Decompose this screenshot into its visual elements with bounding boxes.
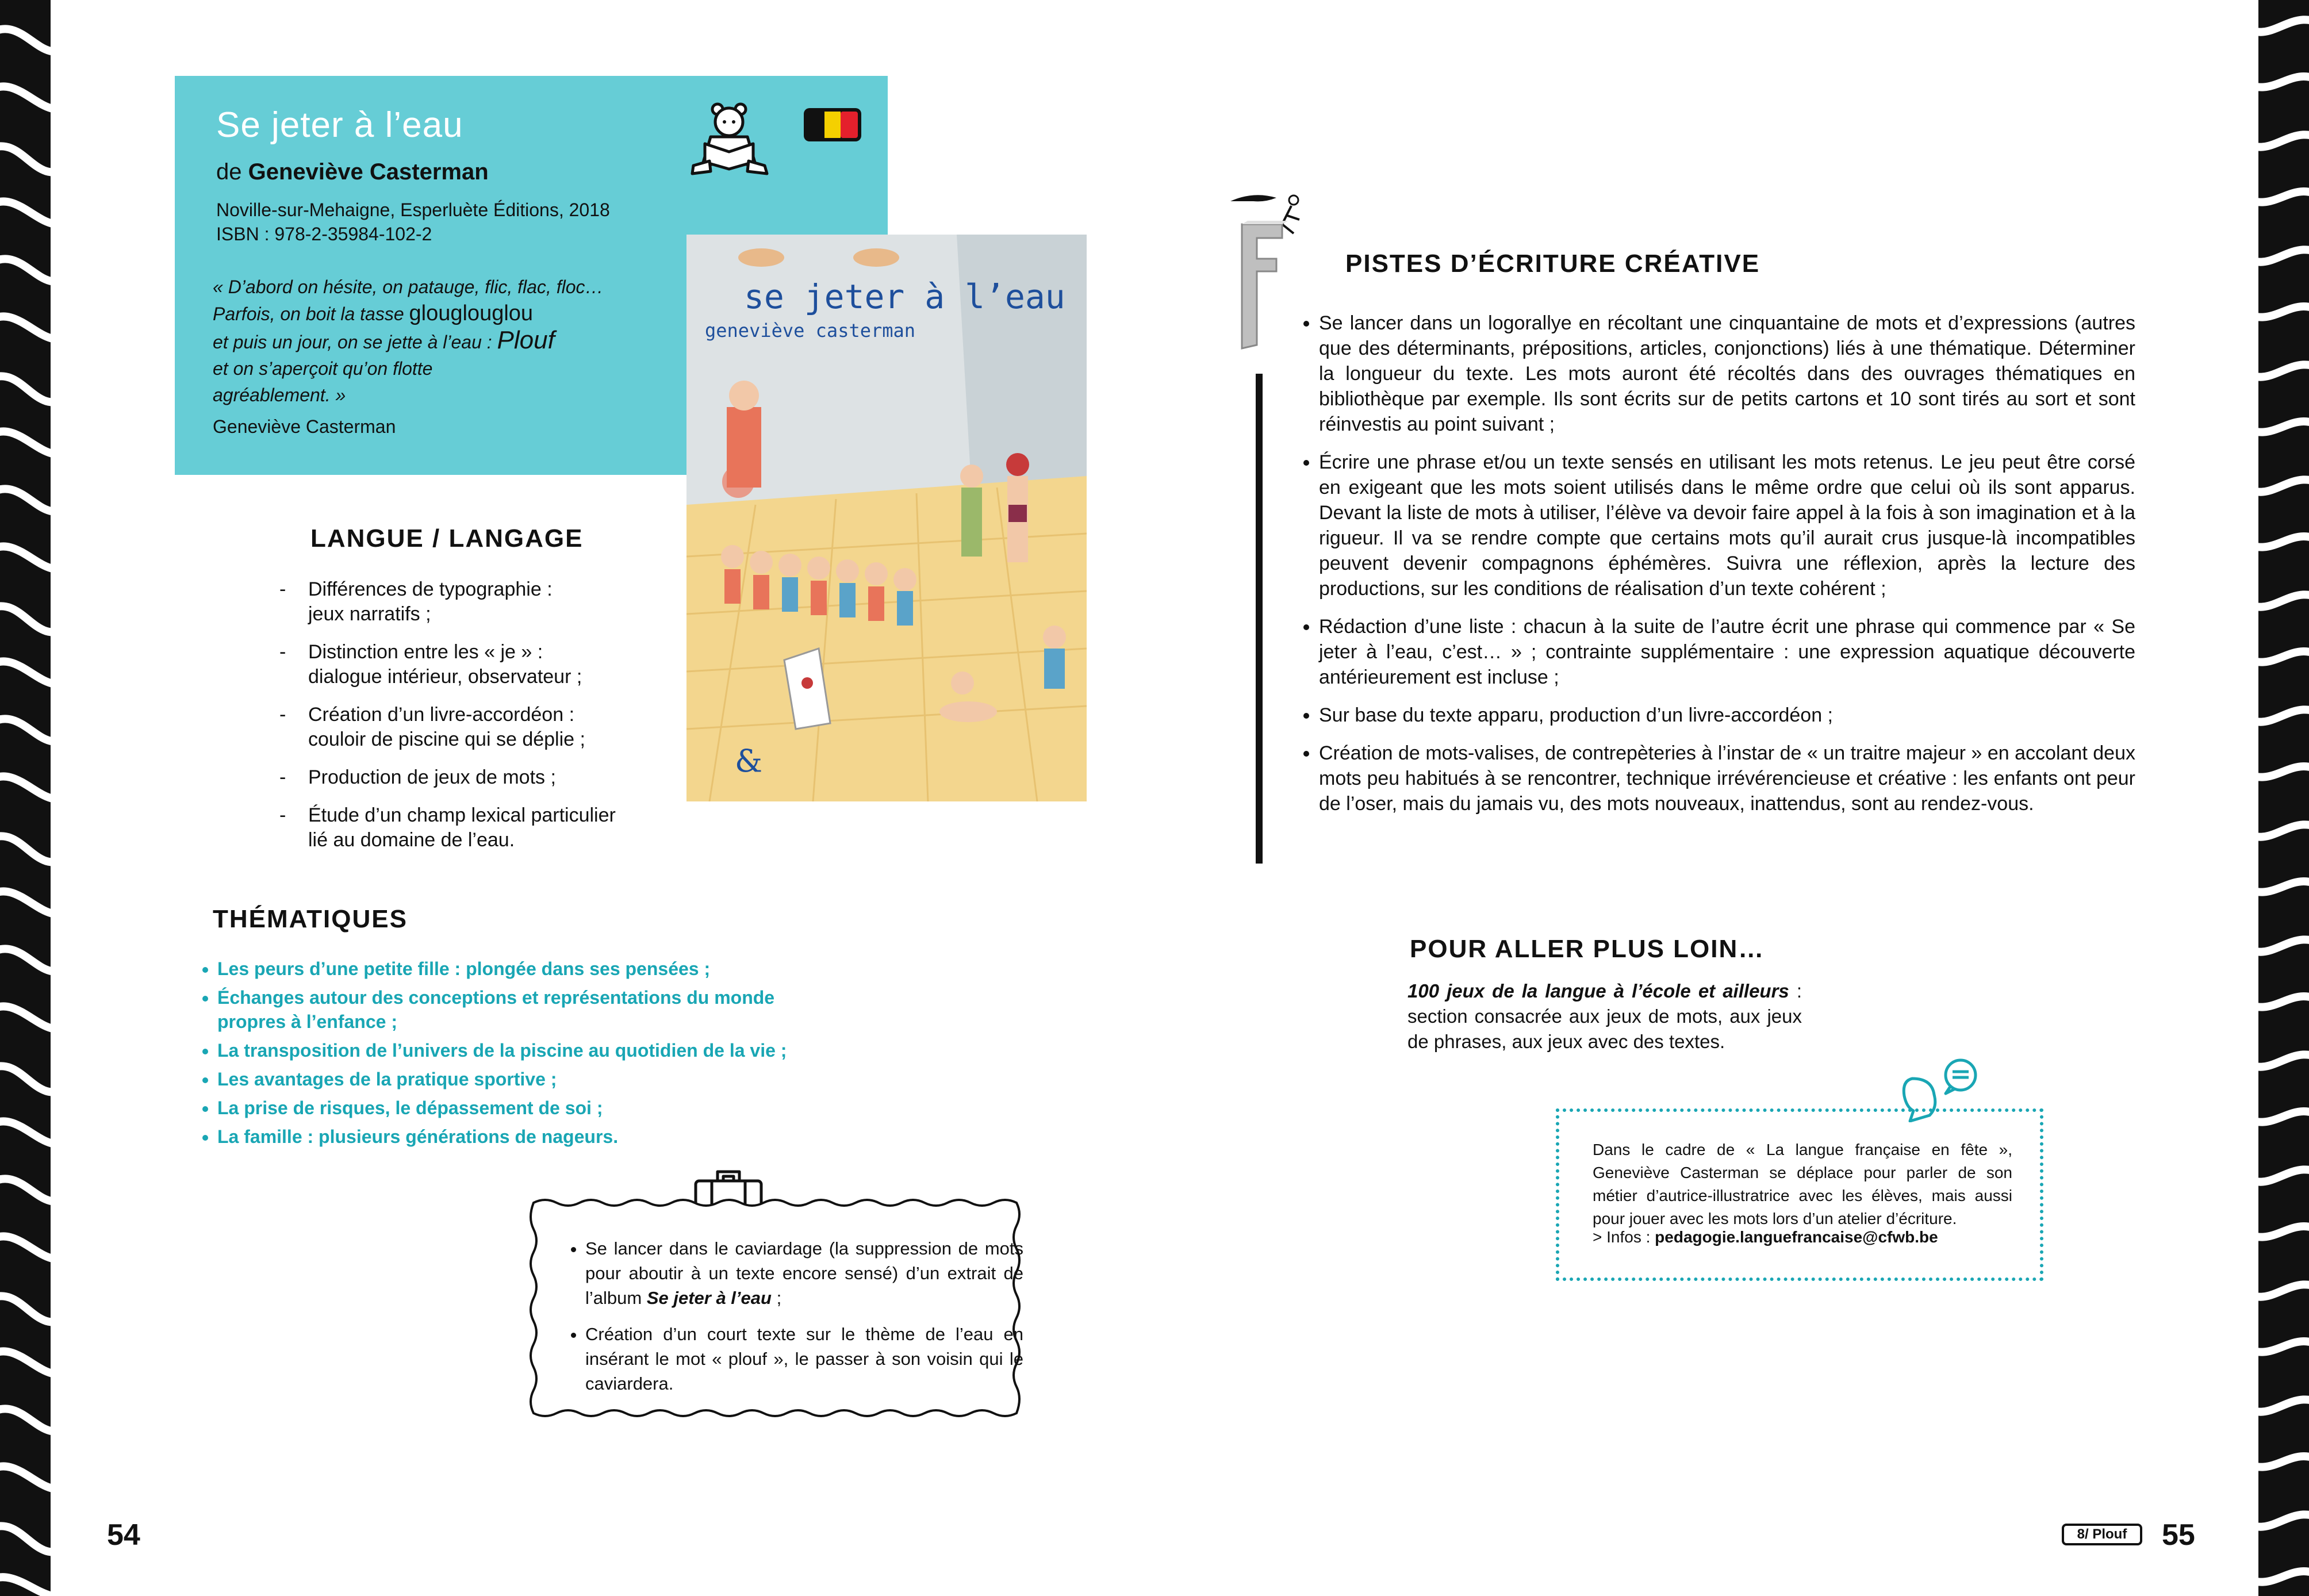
quote-author: Geneviève Casterman [213,416,396,437]
list-item: • Les avantages de la pratique sportive ; [217,1067,873,1091]
author-prefix: de [216,159,242,185]
right-border-pattern [2258,0,2309,1596]
activities-list [551,1236,1023,1407]
list-item: - Différences de typographie : jeux narratifs ; [279,577,670,627]
list-item: - Création d’un livre-accordéon : couloir de piscine qui se déplie ; [279,703,670,752]
list-item: - Étude d’un champ lexical particulier lié au domaine de l’eau. [279,803,670,853]
list-item: • Se lancer dans le caviardage (la suppression de mots pour aboutir à un texte encore sensé) d’un extrait de l’album Se jeter à l’eau ; [585,1236,1023,1310]
cover-author: geneviève casterman [705,320,916,342]
list-item: • Création d’un court texte sur le thème de l’eau en insérant le mot « plouf », le passer à son voisin qui le caviardera. [585,1322,1023,1396]
book-author: Geneviève Casterman [248,159,489,185]
book-quote [213,274,650,408]
cover-title: se jeter à l’eau [744,277,1065,316]
loin-heading: POUR ALLER PLUS LOIN… [1410,935,1765,963]
list-item: • La prise de risques, le dépassement de soi ; [217,1096,873,1120]
event-contact: > Infos : pedagogie.languefrancaise@cfwb.be [1593,1228,1938,1246]
event-info-box [1556,1108,2043,1281]
loin-text: 100 jeux de la langue à l’école et ailleurs : section consacrée aux jeux de mots, aux jeux de phrases, aux jeux avec des textes. [1407,980,1802,1052]
quote-line-2: Parfois, on boit la tasse glouglouglou [213,301,534,325]
isbn: ISBN : 978-2-35984-102-2 [216,224,432,244]
event-text: Dans le cadre de « La langue française en fête », Geneviève Casterman se déplace pour parler de son métier d’autrice-illustratrice avec les élèves, mais aussi pour jouer avec les mots lors d’un atelier d’écriture. [1593,1141,2012,1227]
list-item: • Écrire une phrase et/ou un texte sensés en utilisant les mots retenus. Le jeu peut être corsé en exigeant que les mots soient utilisés dans le même ordre que celui où ils sont apparus. Devant la liste de mots à utiliser, l’élève va devoir faire appel à la fois à son imagination et à la rigueur. Il va se rendre compte que certains mots qu’il aurait crus jusque-là incompatibles peuvent devenir compagnons éphémères. Suivra une réflexion, après la lecture des productions, sur les conditions de réalisation d’un texte cohérent ; [1319,450,2135,601]
quote-line-4: et on s’aperçoit qu’on flotte [213,358,433,379]
book-author-line [216,159,489,185]
left-page-number: 54 [107,1518,140,1552]
belgian-flag-icon [804,108,861,141]
list-item: • Les peurs d’une petite fille : plongée dans ses pensées ; [217,957,873,981]
list-item: • La famille : plusieurs générations de nageurs. [217,1125,873,1149]
list-item: - Production de jeux de mots ; [279,765,670,790]
quote-line-5: agréablement. » [213,385,346,405]
contact-email-link[interactable]: pedagogie.languefrancaise@cfwb.be [1655,1228,1938,1246]
vertical-rule [1256,374,1263,864]
activities-box [528,1197,1022,1419]
quote-line-3: et puis un jour, on se jette à l’eau : Plouf [213,326,555,354]
left-border-pattern [0,0,51,1596]
quote-word-glouglou: glouglouglou [409,301,534,325]
quote-word-plouf: Plouf [497,326,555,354]
quote-line-1: « D’abord on hésite, on pataugе, flic, flac, floc… [213,277,604,297]
list-item: - Distinction entre les « je » : dialogue intérieur, observateur ; [279,640,670,689]
cover-publisher-mark: & [735,743,763,779]
list-item: • Se lancer dans un logorallye en récoltant une cinquantaine de mots et d’expressions (autres que des déterminants, prépositions, articles, conjonctions) liés à une thématique. Déterminer la longueur du texte. Les mots auront été récoltés dans des ouvrages thématiques en bibliothèque par exemple. Ils sont écrits sur de petits cartons et 10 sont tirés au sort et sont réinvestis au point suivant ; [1319,310,2135,437]
thematiques-list [187,957,873,1153]
list-item: • La transposition de l’univers de la piscine au quotidien de la vie ; [217,1038,873,1062]
langue-heading: LANGUE / LANGAGE [310,524,584,553]
right-page-number: 55 [2162,1518,2195,1552]
pistes-heading: PISTES D’ÉCRITURE CRÉATIVE [1345,250,1760,278]
book-title: Se jeter à l’eau [216,105,463,145]
loin-book-title: 100 jeux de la langue à l’école et ailleurs [1407,980,1789,1002]
thematiques-heading: THÉMATIQUES [213,905,408,933]
reader-icon [688,101,774,176]
list-item: • Sur base du texte apparu, production d’un livre-accordéon ; [1319,703,2135,728]
langue-list [279,577,670,866]
chapter-badge: 8/ Plouf [2062,1524,2142,1545]
publisher: Noville-sur-Mehaigne, Esperluète Éditions, 2018 [216,200,610,220]
list-item: • Création de mots-valises, de contrepèteries à l’instar de « un traitre majeur » en accolant deux mots peu habitués à se rencontrer, technique irrévérencieuse et créative : les enfants ont peur de l’oser, mais du jamais vu, des mots nouveaux, inattendus, sont au rendez-vous. [1319,741,2135,816]
list-item: • Rédaction d’une liste : chacun à la suite de l’autre écrit une phrase qui commence par « Se jeter à l’eau, c’est… » ; contrainte supplémentaire : une expression aquatique découverte antérieurement est incluse ; [1319,614,2135,690]
list-item: • Échanges autour des conceptions et représentations du monde propres à l’enfance ; [217,985,873,1034]
pistes-list [1291,310,2135,829]
publication-info [216,198,610,246]
book-cover [686,235,1087,801]
